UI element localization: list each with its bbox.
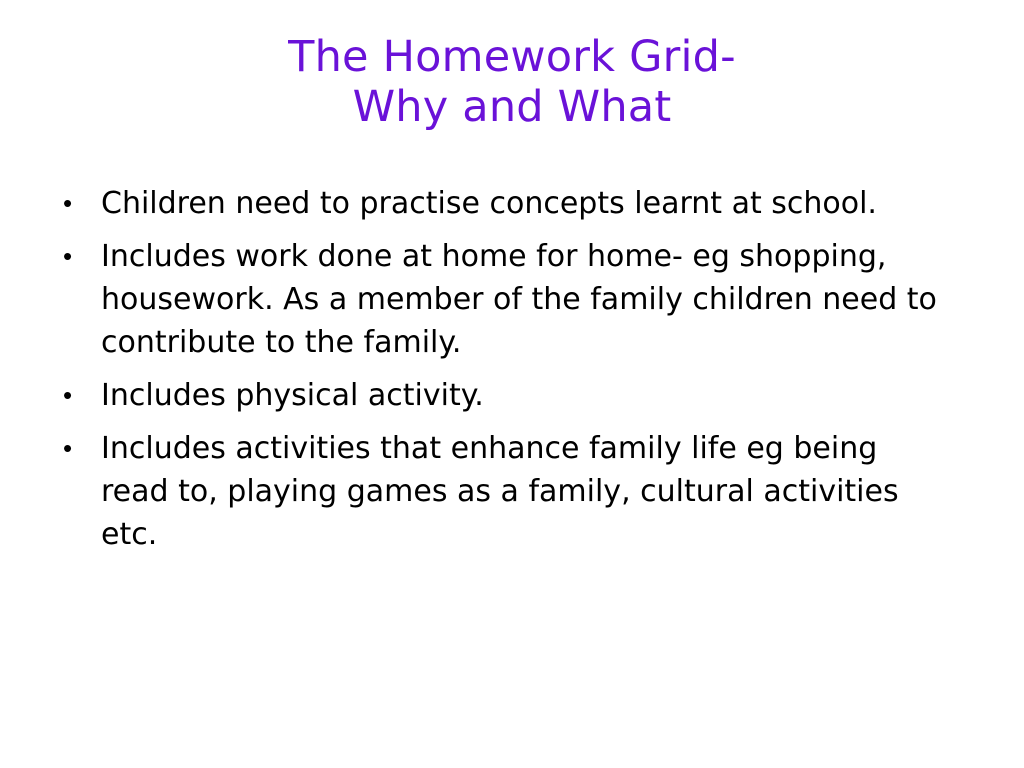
bullet-item xyxy=(63,182,963,225)
bullet-icon: • xyxy=(63,241,73,271)
slide-title-line-2: Why and What xyxy=(352,82,672,132)
slide-title xyxy=(0,32,1024,132)
bullet-list xyxy=(63,182,963,566)
bullet-text: Includes work done at home for home- eg shopping, housework. As a member of the family children need to contribute to the family. xyxy=(101,239,937,360)
slide-title-line-1: The Homework Grid- xyxy=(288,32,736,82)
bullet-text: Includes physical activity. xyxy=(101,378,484,413)
bullet-icon: • xyxy=(63,433,73,463)
bullet-text: Includes activities that enhance family life eg being read to, playing games as a family, cultural activities etc. xyxy=(101,431,899,552)
bullet-item xyxy=(63,235,963,364)
bullet-text: Children need to practise concepts learnt at school. xyxy=(101,186,877,221)
bullet-icon: • xyxy=(63,380,73,410)
bullet-item xyxy=(63,427,963,556)
bullet-icon: • xyxy=(63,188,73,218)
bullet-item xyxy=(63,374,963,417)
